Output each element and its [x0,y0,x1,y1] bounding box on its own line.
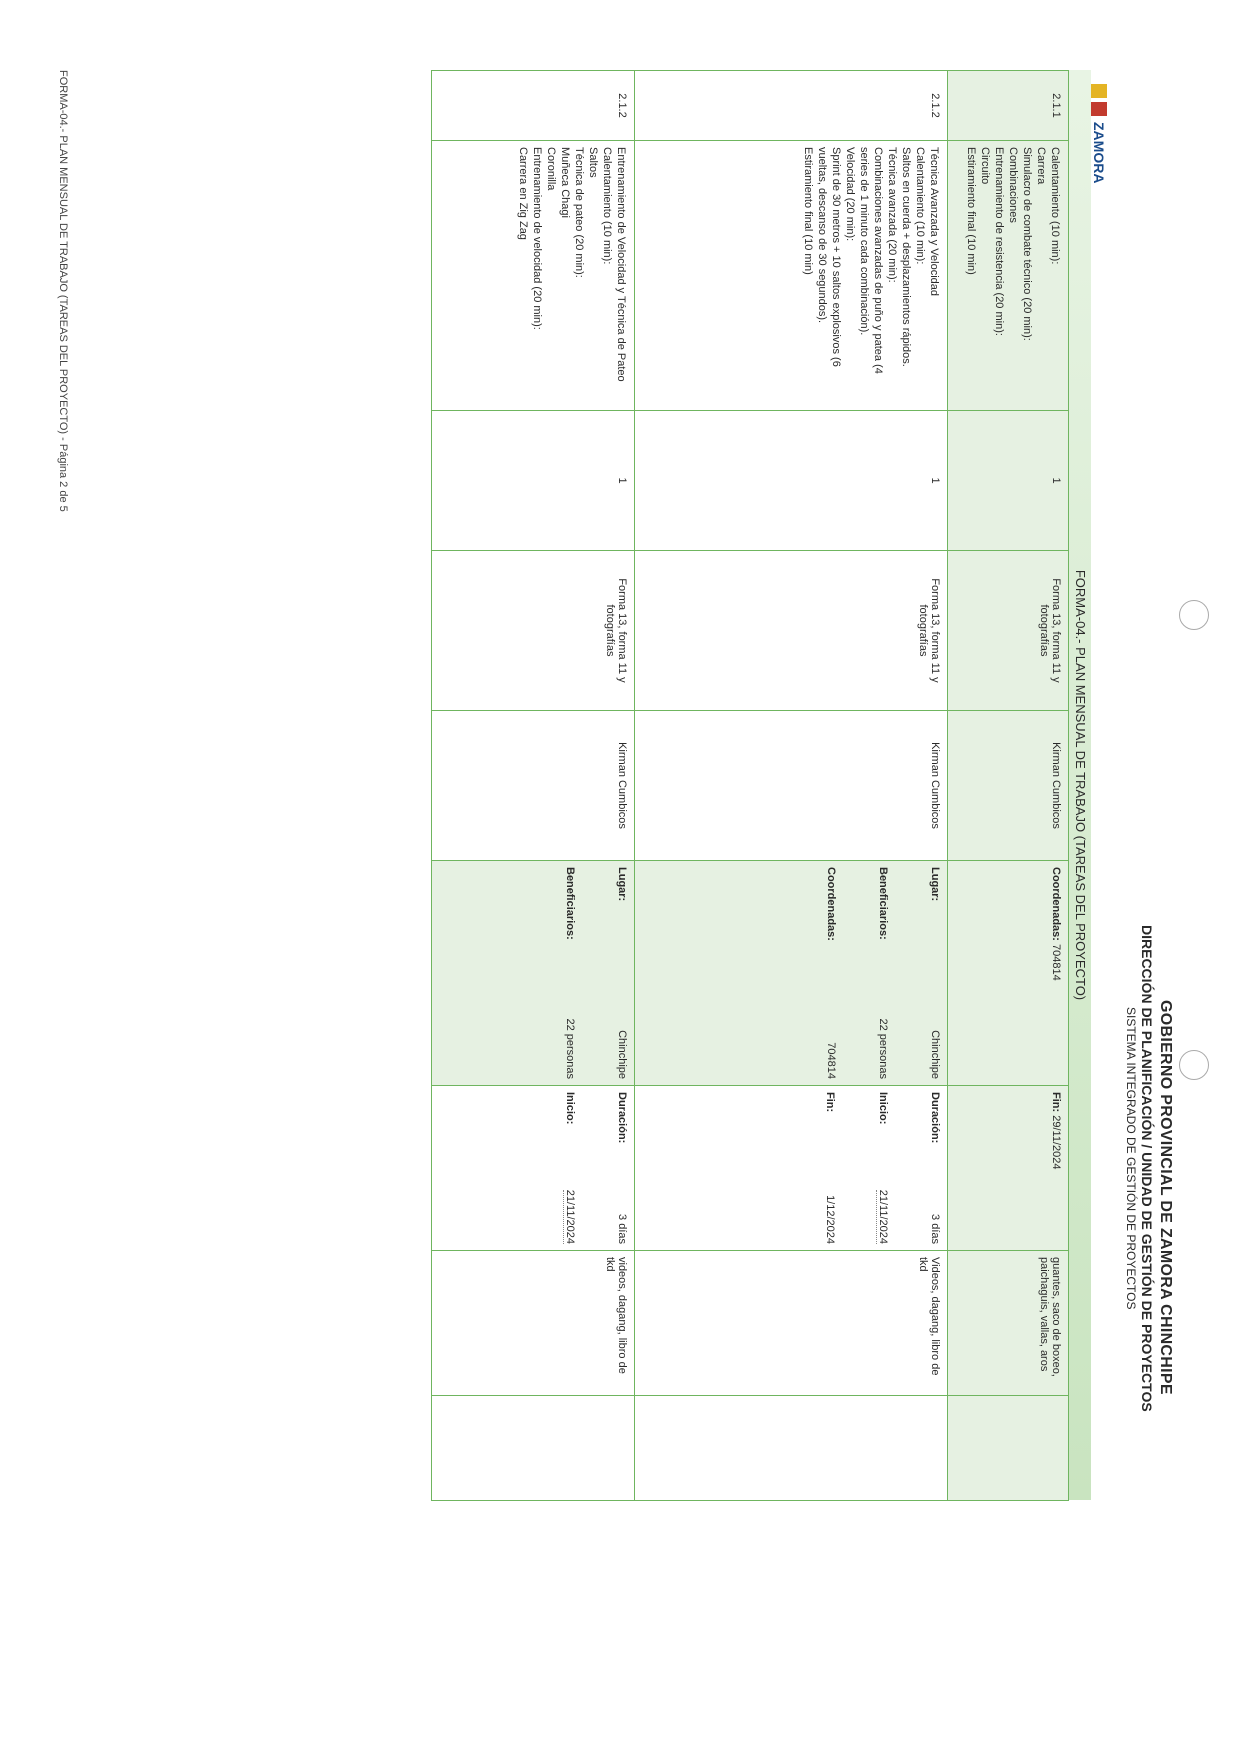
direction-title: DIRECCIÓN DE PLANIFICACIÓN / UNIDAD DE GESTIÓN DE PROYECTOS [1139,925,1155,1412]
table-row [635,71,948,1501]
quantity: 1 [635,411,948,551]
end-label: Fin: [824,1092,836,1113]
verification-means: Forma 13, forma 11 y fotografías [948,551,1069,711]
duration-label: Duración: [616,1092,628,1144]
activity-line: Muñeca Chagi [559,147,571,218]
place-label: Lugar: [929,867,941,902]
activity-line: Calentamiento (10 min): [601,147,613,265]
resources: Videos, dagang, libro de tkd [635,1251,948,1396]
activity-line: Coronilla [545,147,557,191]
table-row [432,71,635,1501]
activity-list [432,141,635,411]
verification-means: Forma 13, forma 11 y fotografías [635,551,948,711]
coords-value: 704814 [1050,944,1062,981]
activity-line: Carrera en Zig Zag [517,147,529,240]
punch-hole-icon [1179,1050,1209,1080]
work-plan-table [431,70,1069,1501]
empty-cell [432,1396,635,1501]
activity-line: Saltos en cuerda + desplazamientos rápidos. [900,147,912,367]
verification-means: Forma 13, forma 11 y fotografías [432,551,635,711]
page-footer: FORMA-04.- PLAN MENSUAL DE TRABAJO (TAREAS DEL PROYECTO) - Página 2 de 5 [57,70,69,512]
form-title: FORMA-04.- PLAN MENSUAL DE TRABAJO (TAREAS DEL PROYECTO) [1069,70,1091,1500]
system-title: SISTEMA INTEGRADO DE GESTIÓN DE PROYECTOS [1124,1007,1138,1310]
end-label: Fin: [1050,1092,1062,1113]
empty-cell [948,1396,1069,1501]
responsible: Kirman Cumbicos [432,711,635,861]
responsible: Kirman Cumbicos [635,711,948,861]
quantity: 1 [948,411,1069,551]
empty-cell [635,1396,948,1501]
logo-name-line1: ZAMORA [1091,122,1107,184]
responsible: Kirman Cumbicos [948,711,1069,861]
activity-line: Entrenamiento de Velocidad y Técnica de Pateo [615,147,627,382]
place-value: Chinchipe [929,1030,941,1079]
government-title: GOBIERNO PROVINCIAL DE ZAMORA CHINCHIPE [1157,1000,1174,1395]
location-info [635,861,948,1086]
date-info [432,1086,635,1251]
activity-line: Simulacro de combate técnico (20 min): [1021,147,1033,341]
activity-line: Calentamiento (10 min): [914,147,926,265]
beneficiaries-value: 22 personas [564,1018,576,1079]
start-label: Inicio: [877,1092,889,1125]
place-value: Chinchipe [616,1030,628,1079]
activity-list [948,141,1069,411]
activity-line: Estiramiento final (10 min) [802,147,814,275]
activity-line: Estiramiento final (10 min) [965,147,977,275]
activity-line: Carrera [1035,147,1047,185]
beneficiaries-label: Beneficiarios: [877,867,889,940]
duration-value: 3 días [616,1214,628,1244]
duration-label: Duración: [929,1092,941,1144]
activity-line: Combinaciones avanzadas de puño y patea (4 series de 1 minuto cada combinación). [858,147,884,374]
coords-value: 704814 [825,1042,837,1079]
coords-label: Coordenadas: [1050,867,1062,941]
activity-list [635,141,948,411]
start-label: Inicio: [564,1092,576,1125]
activity-line: Combinaciones [1007,147,1019,223]
location-info [432,861,635,1086]
activity-line: Técnica Avanzada y Velocidad [928,147,940,297]
date-info [948,1086,1069,1251]
activity-line: Entrenamiento de resistencia (20 min): [993,147,1005,336]
beneficiaries-value: 22 personas [877,1018,889,1079]
place-label: Lugar: [616,867,628,902]
location-info [948,861,1069,1086]
activity-line: Técnica de pateo (20 min): [573,147,585,278]
end-date: 29/11/2024 [1050,1115,1062,1170]
end-date: 1/12/2024 [824,1195,836,1244]
coords-label: Coordenadas: [825,867,837,941]
duration-value: 3 días [929,1214,941,1244]
activity-line: Técnica avanzada (20 min): [886,147,898,283]
date-info [635,1086,948,1251]
start-date: 21/11/2024 [877,1189,889,1244]
quantity: 1 [432,411,635,551]
start-date: 21/11/2024 [564,1189,576,1244]
beneficiaries-label: Beneficiarios: [564,867,576,940]
activity-line: Circuito [979,147,991,185]
task-code: 2.1.1 [948,71,1069,141]
task-code: 2.1.2 [635,71,948,141]
resources: guantes, saco de boxeo, paichaguis, vallas, aros [948,1251,1069,1396]
activity-line: Sprint de 30 metros + 10 saltos explosivos (6 vueltas, descanso de 30 segundos). [816,147,842,367]
task-code: 2.1.2 [432,71,635,141]
resources: videos, dagang, libro de tkd [432,1251,635,1396]
activity-line: Saltos [587,147,599,178]
punch-hole-icon [1179,600,1209,630]
table-row [948,71,1069,1501]
activity-line: Calentamiento (10 min): [1049,147,1061,265]
activity-line: Velocidad (20 min): [844,147,856,242]
activity-line: Entrenamiento de velocidad (20 min): [531,147,543,330]
